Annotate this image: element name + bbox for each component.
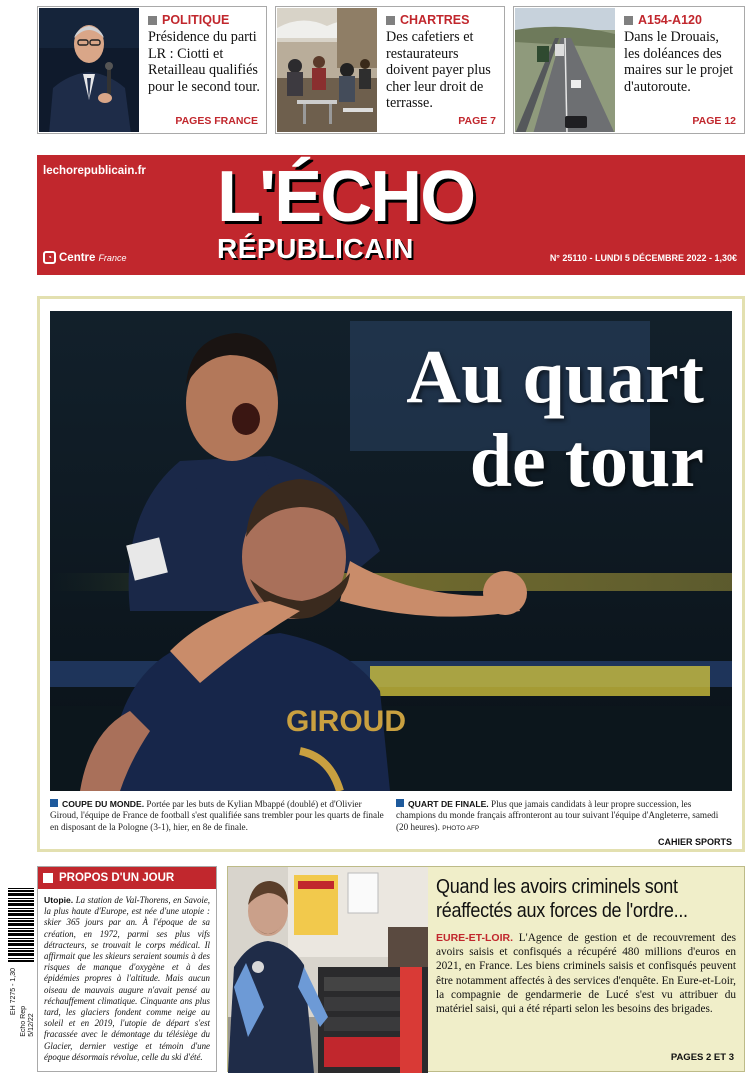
teaser-rubric: A154-A120 [624,13,738,27]
square-bullet-icon [396,799,404,807]
square-bullet-icon [386,16,395,25]
caption-quart-de-finale: QUART DE FINALE. Plus que jamais candidats à leur propre succession, les champions du monde français affronteront au tour suivant l'équipe d'Angleterre, samedi (20 heures). PHOTO AFP [396,799,719,832]
teaser-rubric: POLITIQUE [148,13,260,27]
teaser-rubric: CHARTRES [386,13,498,27]
gendarme-photo [228,867,428,1073]
lead-story [37,296,745,852]
publisher-logo: ◔ Centre France [43,251,126,264]
caption-coupe-du-monde: COUPE DU MONDE. Portée par les buts de Kylian Mbappé (doublé) et d'Olivier Giroud, l'équipe de France de football s'est qualifiée sans trembler pour les quarts de finale en disposant de la Pologne (3-1), hier, en 8e de finale. [50,799,384,832]
teaser-chartres[interactable] [275,6,505,134]
teaser-page-ref[interactable]: PAGE 7 [458,115,496,127]
square-bullet-icon [50,799,58,807]
lead-photo [50,311,732,791]
newspaper-title: L'ÉCHO [217,157,475,237]
propos-header: PROPOS D'UN JOUR [38,867,216,889]
barcode-icon [8,888,34,962]
teaser-text: Présidence du parti LR : Ciotti et Retailleau qualifiés pour le second tour. [148,29,260,95]
jersey-name-text: GIROUD [286,705,406,738]
teaser-autoroute[interactable] [513,6,745,134]
issue-info: N° 25110 - LUNDI 5 DÉCEMBRE 2022 - 1,30€ [549,253,737,263]
teaser-text: Des cafetiers et restaurateurs doivent payer plus cher leur droit de terrasse. [386,29,491,111]
square-bullet-icon [624,16,633,25]
website-url[interactable]: lechorepublicain.fr [43,165,146,177]
section-ref-sports[interactable]: CAHIER SPORTS [657,837,732,847]
centre-france-logo-icon: ◔ [43,251,56,264]
teaser-page-ref[interactable]: PAGES FRANCE [175,115,258,127]
teaser-page-ref[interactable]: PAGE 12 [692,115,736,127]
main-headline: Au quart de tour [406,335,704,503]
article-page-ref[interactable]: PAGES 2 ET 3 [670,1052,734,1063]
article-headline: Quand les avoirs criminels sont réaffectés aux forces de l'ordre... [436,876,688,922]
photo-credit: PHOTO AFP [442,824,480,832]
newspaper-subtitle: RÉPUBLICAIN [217,233,414,264]
teaser-politique[interactable] [37,6,267,134]
square-bullet-icon [43,873,53,883]
masthead [37,155,745,275]
barcode [8,888,34,1076]
edition-mark: Echo Rep 5/12/22 [20,1006,35,1037]
teaser-photo-politician [39,8,139,132]
teaser-photo-highway [515,8,615,132]
article-avoirs-criminels[interactable] [227,866,745,1072]
square-bullet-icon [148,16,157,25]
article-text: EURE-ET-LOIR. L'Agence de gestion et de recouvrement des avoirs saisis et confisqués a récupéré 480 millions d'euros en 2021, en France. Les biens criminels saisis et confisqués peuvent être notamment affectés à des services d'enquête. En Eure-et-Loir, la compagnie de gendarmerie de Lucé s'est vu attribuer du matériel saisi, qui a été réparti selon les besoins des brigades. [436,932,737,1016]
teaser-photo-terrace [277,8,377,132]
barcode-code: EH 7275 - 1,30 [10,968,17,1016]
propos-column [37,866,217,1072]
propos-text: Utopie. La station de Val-Thorens, en Savoie, la plus haute d'Europe, est née d'une utopie : skier 365 jours par an. À l'époque de sa création, en 1972, parmi ses plus vifs détracteurs, se trouvait le corps médical. Il affirmait que les skieurs seraient soumis à des risques de manque d'oxygène et à des épidémies propres à l'altitude. Mais aucun oiseau de mauvais augure n'avait pensé au réchauffement climatique. Cinquante ans plus tard, les glaciers fondent comme neige au soleil et en 2019, l'utopie de départ s'est fracassée avec le démontage du télésiège du Glacier, dernier vestige et témoin d'une époque désormais révolue, celle du ski d'été. [44,895,210,1062]
teaser-text: Dans le Drouais, les doléances des maires sur le projet d'autoroute. [624,29,734,95]
